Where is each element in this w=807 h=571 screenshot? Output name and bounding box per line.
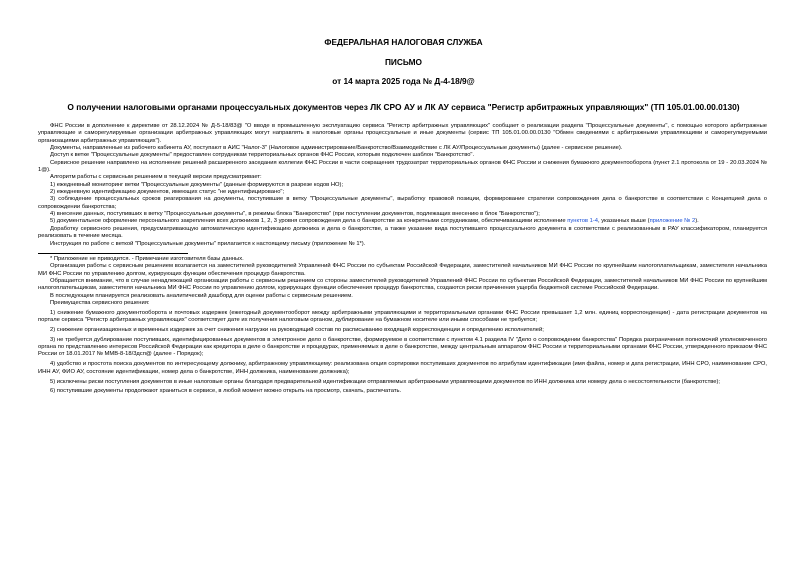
para5-text-b: , указанных выше ( [598,218,650,225]
agency-name: ФЕДЕРАЛЬНАЯ НАЛОГОВАЯ СЛУЖБА [324,37,483,47]
paragraph: В последующем планируется реализовать аналитический дашборд для оценки работы с сервисным решением. [50,292,353,299]
document-date-number: от 14 марта 2025 года № Д-4-18/9@ [332,76,475,86]
paragraph: Алгоритм работы с сервисным решением в текущей версии предусматривает: [50,174,262,181]
list-item: 1) снижение бумажного документооборота и почтовых издержек (ежегодный документооборот между арбитражными управляющими и территориальными органами ФНС России превышает 1,2 млн. единиц корреспонденции) - дата регистрации документов на портале сервиса "Регистр арбитражных управляющих" соответствует дате их получения налоговым органом, дублирование на бумажном носителе или иными способами не требуется; [38,309,767,324]
list-item: 4) внесение данных, поступивших в ветку "Процессуальные документы", в режимы блока "Банкротство" (при поступлении документов, подлежащих внесению в блок "Банкротство"); [50,211,540,218]
paragraph: Организация работы с сервисным решением возлагается на заместителей руководителей Управлений ФНС России по субъектам Российской Федерации, заместителей начальников МИ ФНС России по крупнейшим налогоплательщикам, заместителя начальника МИ ФНС России по управлению долгом, курирующих функции обеспечения процедур банкротства. [38,263,767,277]
list-item: 4) удобство и простота поиска документов по интересующему должнику, арбитражному управляющему: реализована опция сортировки поступивших документов по атрибутам идентификации (имя файла, номер и дата регистрации, ИНН СРО, наименование СРО, ИНН АУ, ФИО АУ, состояние идентификации, номер дела о банкротстве, ИНН должника, наименование должника); [38,361,767,375]
document-body [38,123,767,396]
list-item: 3) соблюдение процессуальных сроков реагирования на документы, поступившие в ветку "Процессуальные документы", выработку правовой позиции, формирование стратегии сопровождения дела о банкротстве в соответствии с Концепцией дела о сопровождении банкротства; [38,196,767,210]
paragraph: Доступ к ветке "Процессуальные документы" предоставлен сотрудникам территориальных органов ФНС России, которым подключен шаблон "Банкротство". [50,152,475,159]
list-item: 6) поступившие документы продолжают храниться в сервисе, в любой момент можно открыть на просмотр, скачать, распечатать. [50,388,402,395]
paragraph: Доработку сервисного решения, предусматривающую автоматическую идентификацию должника и дела о банкротстве, а также указание вида поступившего процессуального документа в соответствии с реализованным в РАУ классификатором, планируется реализовать в течение месяца. [38,225,767,240]
para5-text-a: 5) документальное оформление персонального закрепления всех должников 1, 2, 3 уровня сопровождения дела о банкротстве за конкретными сотрудниками, обеспечивающими исполнение [50,218,568,225]
para5-text-c: ). [695,218,699,225]
footnote: * Приложение не приводится. - Примечание изготовителя базы данных. [50,255,244,262]
paragraph: Преимущества сервисного решения: [50,299,150,306]
paragraph: Документы, направленные из рабочего кабинета АУ, поступают в АИС "Налог-3" (Налоговое администрирование/Банкротство/Взаимодействие с ЛК АУ/Процессуальные документы) (далее - сервисное решение). [50,145,623,152]
list-item: 3) не требуется дублирование поступивших, идентифицированных документов в электронное дело о банкротстве, формируемое в соответствии с пунктом 4.1 раздела IV "Дело о сопровождении банкротства" Порядка разграничения полномочий уполномоченного органа по представлению интересов Российской Федерации как кредитора в деле о банкротстве и процедурах, применяемых в деле о банкротстве, между центральным аппаратом ФНС России и территориальными органами ФНС России, утвержденного приказом ФНС России от 18.01.2017 № ММВ-8-18/3дсп@ (далее - Порядок); [38,336,767,358]
list-item: 1) ежедневный мониторинг ветки "Процессуальные документы" (данные формируются в разрезе кодов НО); [50,181,344,188]
footnote-divider [38,253,188,254]
document-title: О получении налоговыми органами процессуальных документов через ЛК СРО АУ и ЛК АУ сервиса "Регистр арбитражных управляющих" (ТП 105.01.00.00.0130) [67,102,740,112]
paragraph: ФНС России в дополнение к директиве от 28.12.2024 № Д-5-18/83@ "О вводе в промышленную эксплуатацию сервиса "Регистр арбитражных управляющих" сообщает о реализации раздела "Процессуальные документы", с помощью которого арбитражные управляющие и саморегулируемые организации арбитражных управляющих могут направлять в налоговые органы процессуальные и иные документы (сервис ТП 105.01.00.00.0130 "Обмен сведениями с арбитражными управляющими и саморегулируемыми организациями арбитражных управляющих"). [38,123,767,144]
document-type: ПИСЬМО [384,57,423,67]
link-points-1-4[interactable]: пунктов 1-4 [567,218,598,225]
list-item: 2) ежедневную идентификацию документов, имеющих статус "не идентифицировано"; [50,189,285,196]
link-appendix-2[interactable]: приложение № 2 [649,218,696,225]
list-item-with-links [38,218,767,225]
paragraph: Сервисное решение направлено на исполнение решений расширенного заседания коллегии ФНС России в части сокращения трудозатрат территориальных органов ФНС России и снижения бумажного документооборота (пункт 2.1 протокола от 19 - 20.03.2024 № 1@). [38,159,767,174]
list-item: 5) исключены риски поступления документов в иные налоговые органы благодаря предварительной идентификации отправляемых арбитражными управляющими документов по ИНН должника или номеру дела о несостоятельности (банкротстве); [50,378,720,385]
paragraph: Обращается внимание, что в случае ненадлежащей организации работы с сервисным решением со стороны заместителей руководителей Управлений ФНС России по субъектам Российской Федерации, заместителей начальников МИ ФНС России по крупнейшим налогоплательщикам, заместителя начальника МИ ФНС России по управлению долгом, курирующих функции обеспечения процедур банкротства, создаются риски причинения ущерба бюджетной системе Российской Федерации. [38,277,767,292]
paragraph: Инструкция по работе с веткой "Процессуальные документы" прилагается к настоящему письму (приложение № 1*). [50,240,366,247]
list-item: 2) снижение организационных и временных издержек за счет снижения нагрузки на руководящий состав по расписыванию входящей корреспонденции и определению исполнителей; [50,326,544,333]
